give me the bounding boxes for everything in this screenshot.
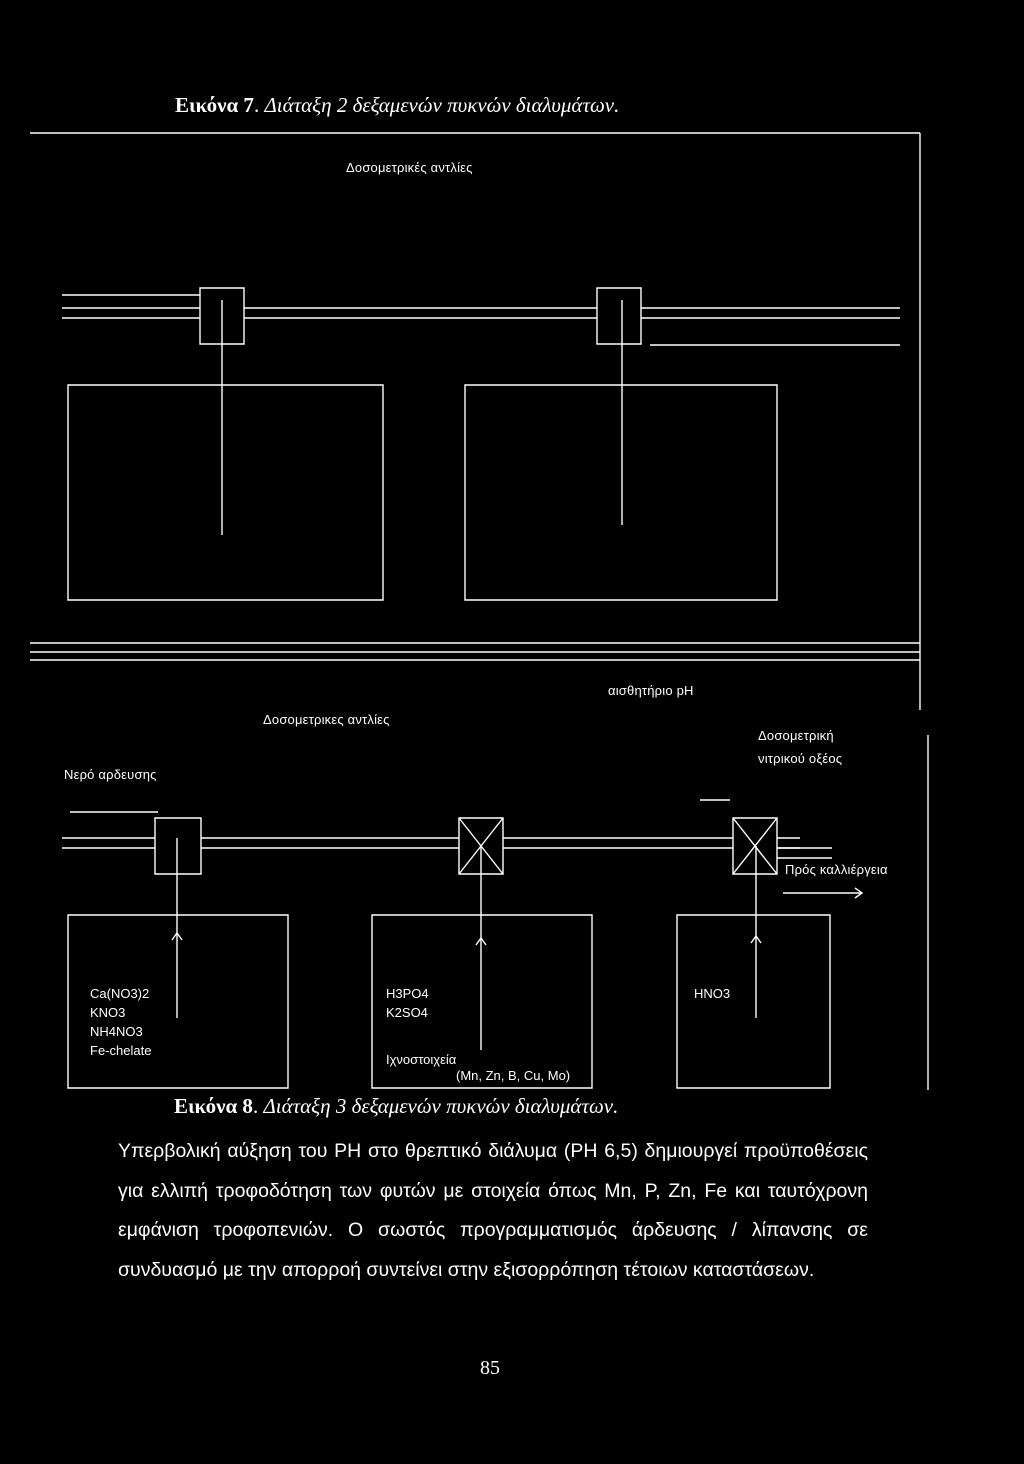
figure8-tank-2-chemicals	[386, 984, 429, 1022]
figure7-caption: Εικόνα 7. Διάταξη 2 δεξαμενών πυκνών διαλυμάτων.	[175, 93, 620, 117]
figure8-tank-3-chemicals	[694, 984, 730, 1003]
figure8-tank-2-trace-elements: (Mn, Zn, B, Cu, Mo)	[456, 1068, 571, 1083]
chemical-item: Ca(NO3)2	[90, 986, 150, 1001]
figure8-ph-sensor-label: αισθητήριο pH	[608, 683, 694, 698]
chemical-item: HNO3	[694, 986, 731, 1001]
figure8-caption-text: Διάταξη 3 δεξαμενών πυκνών διαλυμάτων.	[263, 1094, 619, 1118]
figure8-acid-pump-label-2: νιτρικού οξέος	[758, 751, 843, 766]
figure8-tank-1-chemicals	[90, 984, 151, 1060]
figure7-caption-label: Εικόνα 7	[175, 93, 254, 117]
figure8-caption-label: Εικόνα 8	[174, 1094, 253, 1118]
figure8-caption: Εικόνα 8. Διάταξη 3 δεξαμενών πυκνών διαλυμάτων.	[174, 1094, 619, 1118]
figure7-pumps-label: Δοσομετρικές αντλίες	[346, 160, 473, 175]
figure8-acid-pump-label-1: Δοσομετρική	[758, 728, 834, 743]
chemical-item: H3PO4	[386, 986, 429, 1001]
figure8-to-crop-label: Πρός καλλιέργεια	[785, 862, 888, 877]
chemical-item: Fe-chelate	[90, 1043, 152, 1058]
figure7-caption-text: Διάταξη 2 δεξαμενών πυκνών διαλυμάτων.	[264, 93, 620, 117]
figure8-tank-2-trace-label: Ιχνοστοιχεία	[386, 1052, 457, 1067]
chemical-item: NH4NO3	[90, 1024, 143, 1039]
figure8-pumps-label: Δοσομετρικες αντλίες	[263, 712, 390, 727]
chemical-item: KNO3	[90, 1005, 126, 1020]
page-number: 85	[480, 1357, 500, 1379]
figure8-pump-1	[155, 818, 201, 874]
figure7-pump-2	[597, 288, 641, 344]
figure8-water-label: Νερό αρδευσης	[64, 767, 157, 782]
figure7-tank-1	[68, 385, 383, 600]
chemical-item: K2SO4	[386, 1005, 428, 1020]
figure7-tank-2	[465, 385, 777, 600]
body-paragraph: Υπερβολική αύξηση του PH στο θρεπτικό διάλυμα (PH 6,5) δημιουργεί προϋποθέσεις για ελλιπή τροφοδότηση των φυτών με στοιχεία όπως Mn, P, Zn, Fe και ταυτόχρονη εμφάνιση τροφοπενιών. Ο σωστός προγραμματισμός άρδευσης / λίπανσης σε συνδυασμό με την απορροή συντείνει στην εξισορρόπηση τέτοιων καταστάσεων.	[118, 1140, 868, 1281]
